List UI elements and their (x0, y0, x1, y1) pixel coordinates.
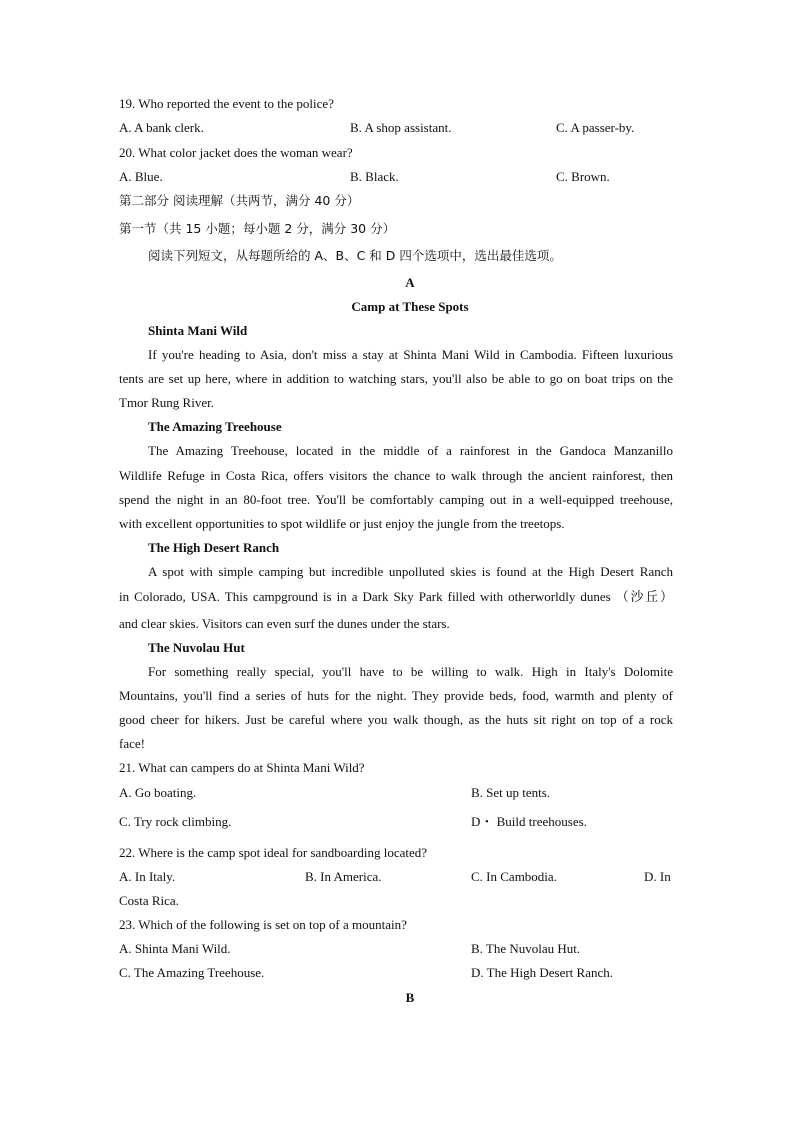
q22-option-d-continued: Costa Rica. (119, 893, 179, 908)
q23-option-d: D. The High Desert Ranch. (471, 965, 614, 980)
paragraph-line: Wildlife Refuge in Costa Rica, offers visitors the chance to walk through the ancient rainforest, then (119, 468, 673, 483)
spot-heading: The Nuvolau Hut (148, 640, 245, 655)
q22-option-b: B. In America. (305, 869, 382, 884)
spot-heading: The Amazing Treehouse (148, 419, 282, 434)
paragraph-line: For something really special, you'll have to be willing to walk. High in Italy's Dolomite (148, 664, 673, 679)
paragraph-line: If you're heading to Asia, don't miss a stay at Shinta Mani Wild in Cambodia. Fifteen luxurious (148, 347, 673, 362)
part-heading: 第二部分 阅读理解（共两节，满分 40 分） (119, 193, 360, 208)
question-21: 21. What can campers do at Shinta Mani Wild? (119, 760, 365, 775)
q22-option-d: D. In (644, 869, 671, 884)
q20-option-b: B. Black. (350, 169, 399, 184)
spot-heading: Shinta Mani Wild (148, 323, 248, 338)
q21-option-a: A. Go boating. (119, 785, 197, 800)
paragraph-line: spend the night in an 80-foot tree. You'll be comfortably camping out in a well-equipped treehouse, (119, 492, 673, 507)
q22-option-a: A. In Italy. (119, 869, 176, 884)
paragraph-line: The Amazing Treehouse, located in the middle of a rainforest in the Gandoca Manzanillo (148, 443, 673, 458)
paragraph-line: face! (119, 736, 145, 751)
q22-option-c: C. In Cambodia. (471, 869, 557, 884)
q23-option-b: B. The Nuvolau Hut. (471, 941, 581, 956)
paragraph-line: Mountains, you'll find a series of huts for the night. They provide beds, food, warmth and plenty of (119, 688, 673, 703)
paragraph-line: and clear skies. Visitors can even surf the dunes under the stars. (119, 616, 450, 631)
paragraph-line: A spot with simple camping but incredible unpolluted skies is found at the High Desert Ranch (148, 564, 673, 579)
q20-option-a: A. Blue. (119, 169, 163, 184)
passage-title: Camp at These Spots (351, 299, 469, 314)
spot-heading: The High Desert Ranch (148, 540, 280, 555)
q20-option-c: C. Brown. (556, 169, 610, 184)
question-20: 20. What color jacket does the woman wear? (119, 145, 353, 160)
q19-option-a: A. A bank clerk. (119, 120, 204, 135)
section-heading: 第一节（共 15 小题；每小题 2 分，满分 30 分） (119, 221, 396, 236)
q19-option-c: C. A passer-by. (556, 120, 635, 135)
q21-option-d: D・ Build treehouses. (471, 814, 587, 829)
q19-option-b: B. A shop assistant. (350, 120, 452, 135)
passage-label-a: A (405, 275, 415, 290)
question-22: 22. Where is the camp spot ideal for sandboarding located? (119, 845, 428, 860)
paragraph-line: good cheer for hikers. Just be careful where you walk though, as the huts sit right on top of a rock (119, 712, 673, 727)
question-23: 23. Which of the following is set on top of a mountain? (119, 917, 407, 932)
question-19: 19. Who reported the event to the police? (119, 96, 334, 111)
paragraph-line: tents are set up here, where in addition to watching stars, you'll also be able to go on boat trips on the (119, 371, 673, 386)
q21-option-b: B. Set up tents. (471, 785, 551, 800)
paragraph-line: Tmor Rung River. (119, 395, 214, 410)
passage-label-b: B (405, 990, 415, 1005)
paragraph-line: in Colorado, USA. This campground is in a Dark Sky Park filled with otherworldly dunes （沙丘） (119, 589, 673, 604)
instruction: 阅读下列短文，从每题所给的 A、B、C 和 D 四个选项中，选出最佳选项。 (148, 248, 562, 263)
paragraph-line: with excellent opportunities to spot wildlife or just enjoy the jungle from the treetops. (119, 516, 565, 531)
q23-option-a: A. Shinta Mani Wild. (119, 941, 231, 956)
q21-option-c: C. Try rock climbing. (119, 814, 232, 829)
q23-option-c: C. The Amazing Treehouse. (119, 965, 265, 980)
